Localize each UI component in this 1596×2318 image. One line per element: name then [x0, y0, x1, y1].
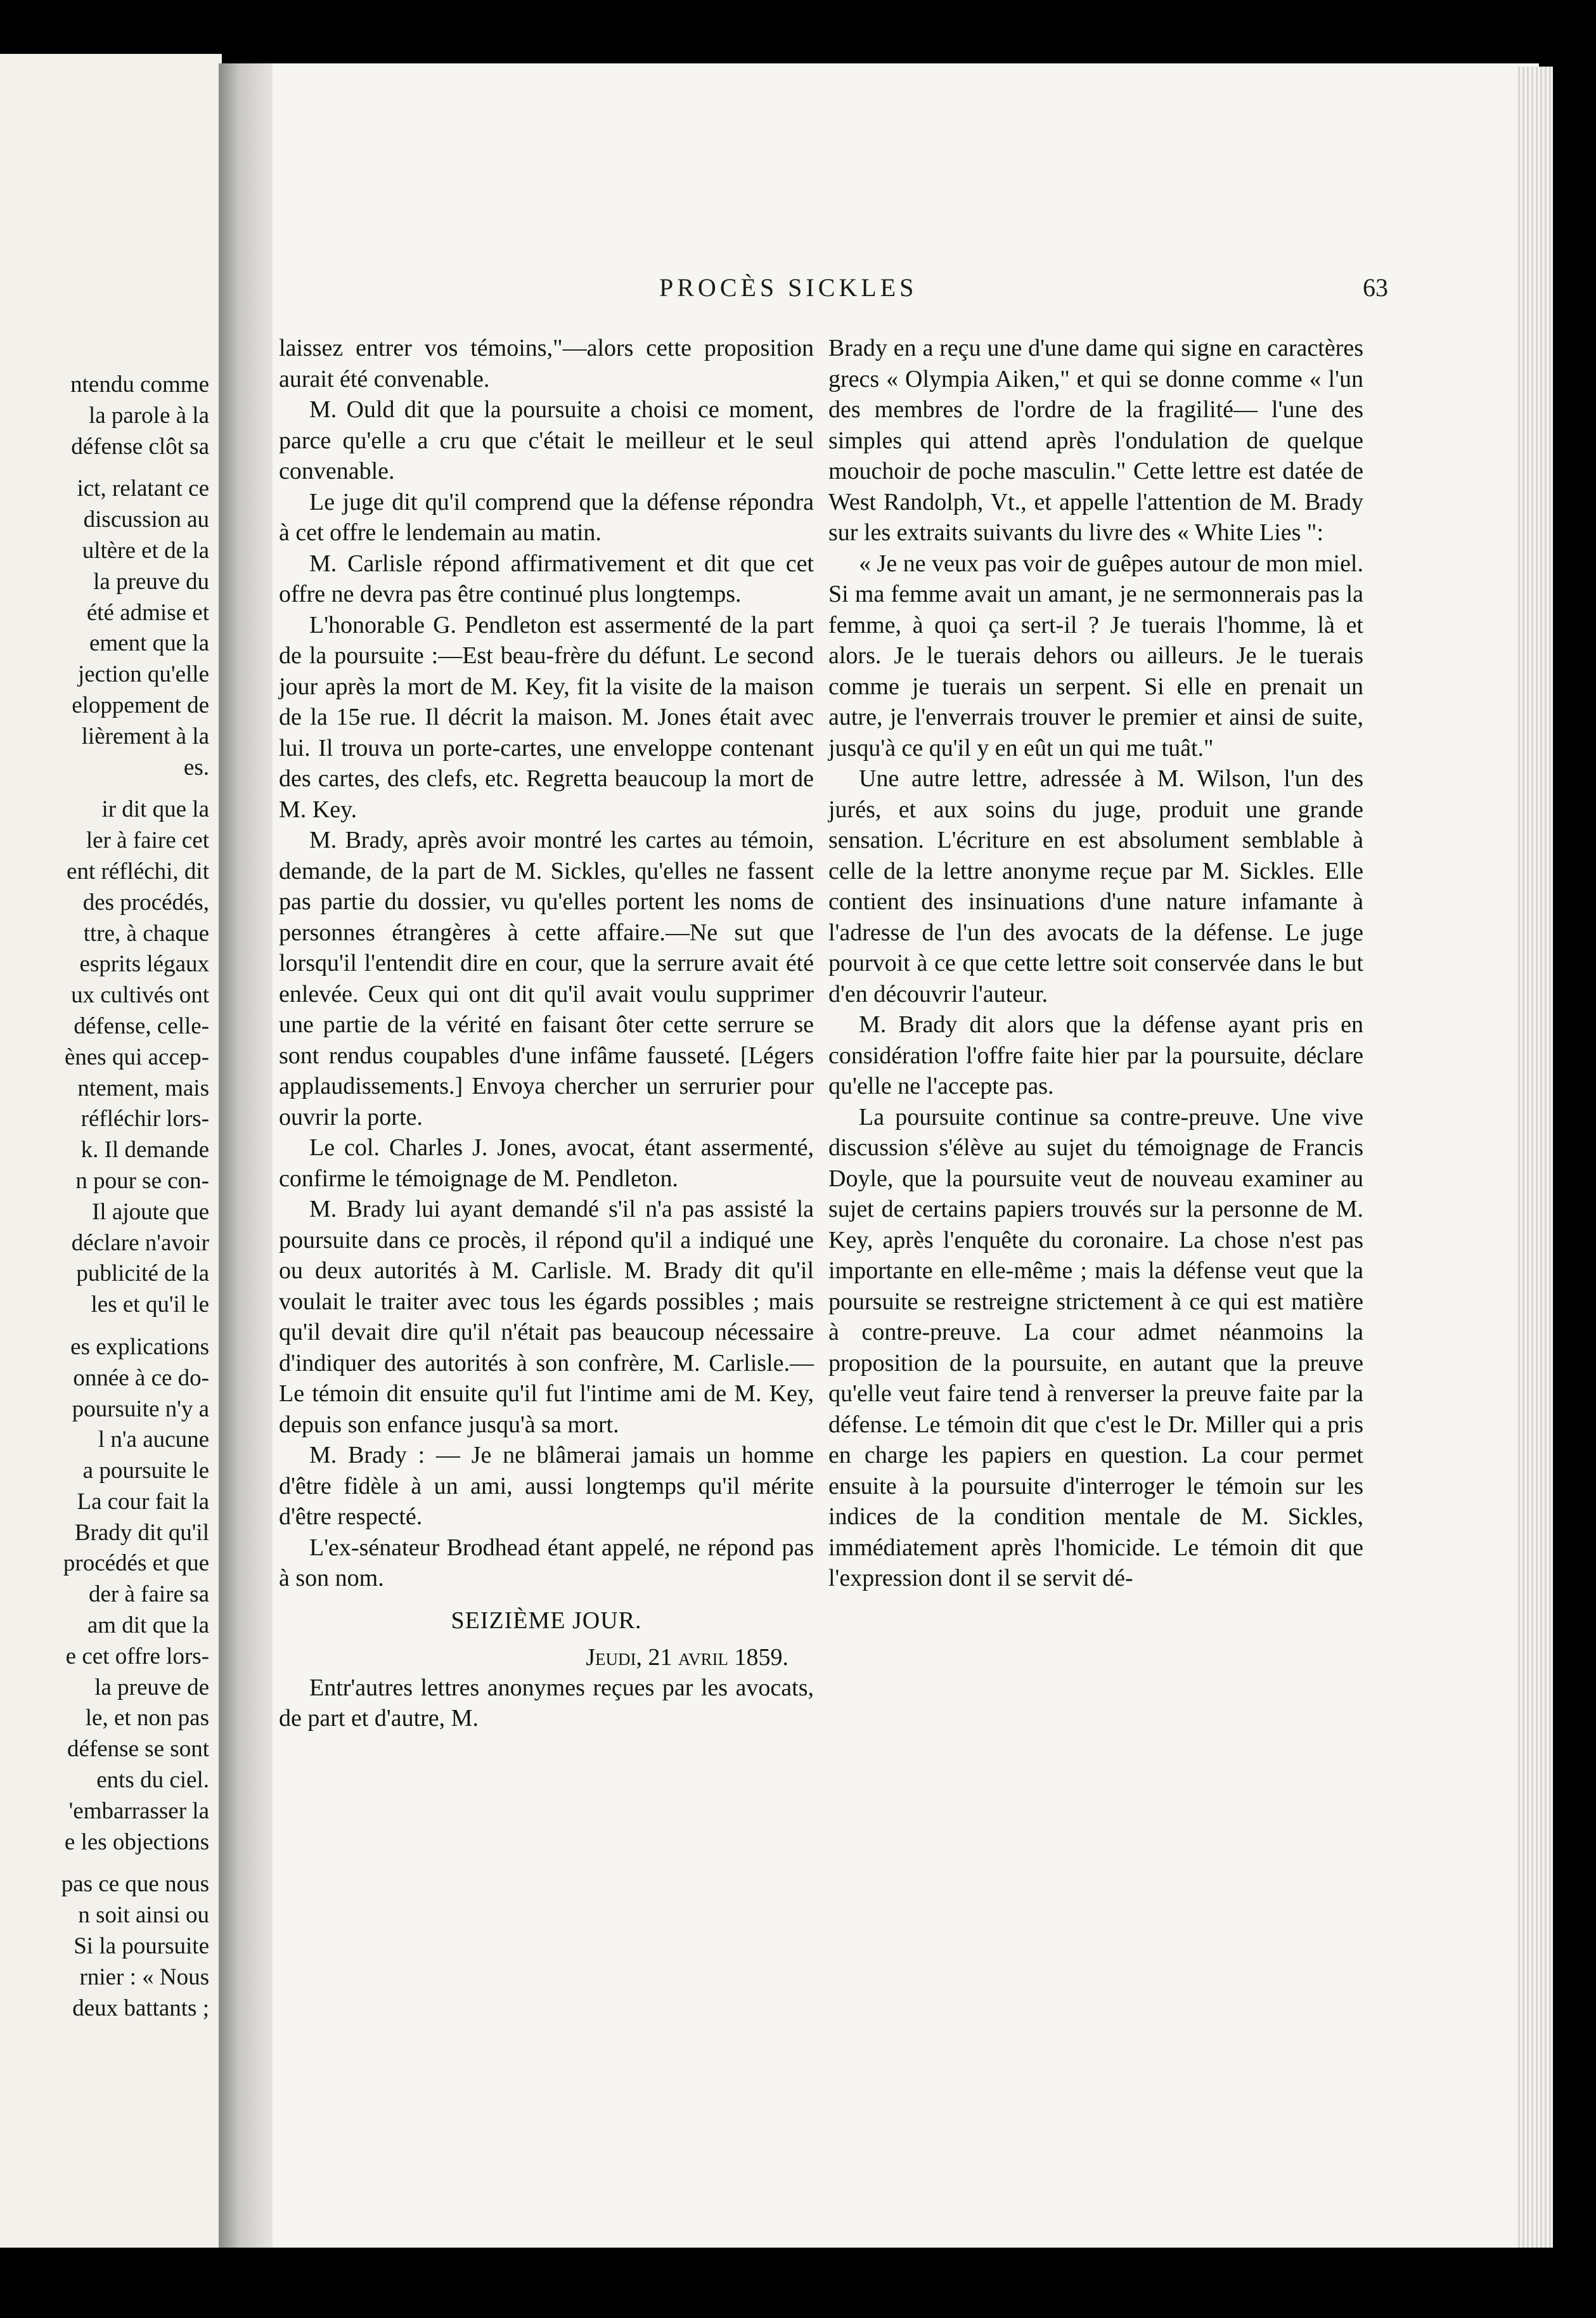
left-page-line: pas ce que nous [61, 1871, 209, 1898]
paragraph: M. Brady lui ayant demandé s'il n'a pas assisté la poursuite dans ce procès, il répond qu'il a indiqué une ou deux autorités à M. Carlisle. M. Brady dit qu'il voulait le traiter avec tous les égards possibles ; mais qu'il devait dire qu'il n'était pas beaucoup nécessaire d'indiquer des autorités à son confrère, M. Carlisle.— Le témoin dit ensuite qu'il fut l'intime ami de M. Key, depuis son enfance jusqu'à sa mort. [279, 1196, 814, 1438]
left-page-line: le, et non pas [85, 1705, 209, 1732]
left-page-line: n soit ainsi ou [78, 1902, 209, 1929]
left-page [0, 54, 222, 2248]
left-page-line: discussion au [83, 507, 209, 533]
left-page-line: es explications [70, 1333, 209, 1360]
left-page-line: ement que la [89, 630, 209, 657]
left-page-line: k. Il demande [80, 1137, 209, 1163]
left-page-line: La cour fait la [77, 1488, 209, 1515]
left-page-line: ent réfléchi, dit [67, 858, 209, 884]
left-page-line: a poursuite le [82, 1458, 209, 1484]
left-page-line: n pour se con- [75, 1167, 209, 1194]
paragraph: M. Brady : — Je ne blâmerai jamais un homme d'être fidèle à un ami, aussi longtemps qu'il mérite d'être respecté. [279, 1442, 814, 1530]
left-page-line: la preuve de [94, 1674, 209, 1700]
paragraph: M. Brady, après avoir montré les cartes au témoin, demande, de la part de M. Sickles, qu'elles ne fassent pas partie du dossier, vu qu'elles portent les noms de personnes étrangères à cette affaire.—Ne sut que lorsqu'il l'entendit dire en cour, que la serrure avait été enlevée. Ceux qui ont dit qu'il avait voulu supprimer une partie de la vérité en faisant ôter cette serrure se sont rendus coupables d'une infâme fausseté. [Légers applaudissements.] Envoya chercher un serrurier pour ouvrir la porte. [279, 827, 814, 1130]
left-page-line: défense, celle- [74, 1013, 209, 1039]
left-page-line: ntendu comme [70, 372, 209, 398]
left-page-line: ultère et de la [82, 537, 209, 564]
left-page-line: ents du ciel. [96, 1767, 209, 1794]
page-number: 63 [1363, 273, 1388, 302]
book-gutter [219, 63, 279, 2248]
left-page-line: es. [183, 754, 209, 780]
left-page-line: rnier : « Nous [79, 1964, 209, 1990]
left-page-line: Si la poursuite [74, 1933, 209, 1960]
left-page-line: ttre, à chaque [83, 920, 209, 947]
paragraph: L'ex-sénateur Brodhead étant appelé, ne répond pas à son nom. [279, 1534, 814, 1591]
page-edges [1518, 67, 1553, 2248]
left-page-line: ir dit que la [101, 796, 209, 823]
left-page-line: la preuve du [93, 568, 209, 595]
left-page-line: jection qu'elle [77, 661, 209, 688]
paragraph: La poursuite continue sa contre-preuve. Une vive discussion s'élève au sujet du témoignage de Francis Doyle, que la poursuite veut de nouveau examiner au sujet de certains papiers trouvés sur la personne de M. Key, après l'enquête du coronaire. La chose n'est pas importante en elle-même ; mais la défense veut que la poursuite se restreigne strictement à ce qui est matière à contre-preuve. La cour admet néanmoins la proposition de la poursuite, en autant que la preuve qu'elle veut faire tend à renverser la preuve faite par la défense. Le témoin dit que c'est le Dr. Miller qui a pris en charge les papiers en question. La cour permet ensuite à la poursuite d'interroger le témoin sur les indices de la condition mentale de M. Sickles, immédiatement après l'homicide. Le témoin dit que l'expression dont il se servit dé- [828, 1103, 1363, 1591]
left-page-line: ler à faire cet [86, 827, 209, 854]
paragraph: Une autre lettre, adressée à M. Wilson, l'un des jurés, et aux soins du juge, produit une grande sensation. L'écriture en est absolument semblable à celle de la lettre anonyme reçue par M. Sickles. Elle contient des insinuations d'une nature infamante à l'adresse de l'un des avocats de la défense. Le juge pourvoit à ce que cette lettre soit conservée dans le but d'en découvrir l'auteur. [828, 765, 1363, 1007]
left-page-line: 'embarrasser la [68, 1797, 209, 1824]
left-page-line: der à faire sa [88, 1581, 209, 1608]
left-page-line: l n'a aucune [98, 1427, 209, 1453]
date-line: Jeudi, 21 avril 1859. [586, 1643, 788, 1671]
text-column-1 [279, 333, 814, 1734]
left-page-line: Brady dit qu'il [74, 1519, 209, 1546]
left-page-line: réfléchir lors- [80, 1106, 209, 1132]
left-page-line: procédés et que [63, 1550, 209, 1577]
left-page-line: deux battants ; [72, 1995, 209, 2021]
left-page-line: publicité de la [76, 1260, 209, 1287]
left-page-line: esprits légaux [79, 951, 209, 978]
left-page-line: e cet offre lors- [65, 1643, 209, 1669]
left-page-line: ux cultivés ont [71, 982, 209, 1009]
left-page-line: la parole à la [88, 402, 209, 429]
section-heading: SEIZIÈME JOUR. [451, 1607, 642, 1634]
paragraph: M. Ould dit que la poursuite a choisi ce moment, parce qu'elle a cru que c'était le meilleur et le seul convenable. [279, 396, 814, 484]
left-page-line: onnée à ce do- [73, 1364, 209, 1391]
left-page-line: eloppement de [72, 692, 209, 718]
paragraph: Le juge dit qu'il comprend que la défense répondra à cet offre le lendemain au matin. [279, 488, 814, 546]
left-page-line: poursuite n'y a [72, 1395, 209, 1422]
paragraph: « Je ne veux pas voir de guêpes autour de mon miel. Si ma femme avait un amant, je ne sermonnerais pas la femme, à quoi ça sert-il ? Je tuerais l'homme, là et alors. Je le tuerais dehors ou ailleurs. Je le tuerais comme je tuerais un serpent. Si elle en prenait un autre, je l'enverrais trouver le premier et ainsi de suite, jusqu'à ce qu'il y en eût un qui me tuât." [828, 550, 1363, 761]
paragraph: L'honorable G. Pendleton est assermenté de la part de la poursuite :—Est beau-frère du défunt. Le second jour après la mort de M. Key, fit la visite de la maison de la 15e rue. Il décrit la maison. M. Jones était avec lui. Il trouva un porte-cartes, une enveloppe contenant des cartes, des clefs, etc. Regretta beaucoup la mort de M. Key. [279, 611, 814, 823]
left-page-line: déclare n'avoir [71, 1229, 209, 1256]
paragraph: M. Brady dit alors que la défense ayant pris en considération l'offre faite hier par la poursuite, déclare qu'elle ne l'accepte pas. [828, 1011, 1363, 1099]
paragraph: Entr'autres lettres anonymes reçues par les avocats, de part et d'autre, M. [279, 1674, 814, 1732]
left-page-line: défense se sont [67, 1736, 209, 1763]
left-page-line: e les objections [64, 1829, 209, 1855]
left-page-line: Il ajoute que [92, 1198, 209, 1225]
left-page-line: lièrement à la [81, 723, 209, 749]
left-page-line: ict, relatant ce [77, 476, 209, 502]
left-page-line: am dit que la [87, 1612, 209, 1639]
paragraph: laissez entrer vos témoins,"—alors cette proposition aurait été convenable. [279, 335, 814, 392]
paragraph: M. Carlisle répond affirmativement et dit que cet offre ne devra pas être continué plus longtemps. [279, 550, 814, 607]
paragraph: Le col. Charles J. Jones, avocat, étant assermenté, confirme le témoignage de M. Pendleton. [279, 1134, 814, 1192]
left-page-line: les et qu'il le [91, 1292, 209, 1318]
paragraph: Brady en a reçu une d'une dame qui signe en caractères grecs « Olympia Aiken," et qui se donne comme « l'un des membres de l'ordre de la fragilité— l'une des simples qui attend après l'ondulation de quelque mouchoir de poche masculin." Cette lettre est datée de West Randolph, Vt., et appelle l'attention de M. Brady sur les extraits suivants du livre des « White Lies ": [828, 335, 1363, 546]
left-page-line: ntement, mais [77, 1075, 209, 1101]
left-page-line: ènes qui accep- [64, 1044, 209, 1070]
page-header [659, 273, 1388, 311]
left-page-line: des procédés, [82, 889, 209, 916]
left-page-text [0, 370, 209, 2024]
left-page-line: été admise et [86, 599, 209, 626]
left-page-line: défense clôt sa [71, 433, 209, 460]
text-column-2 [828, 333, 1363, 1594]
running-head: PROCÈS SICKLES [659, 273, 918, 302]
